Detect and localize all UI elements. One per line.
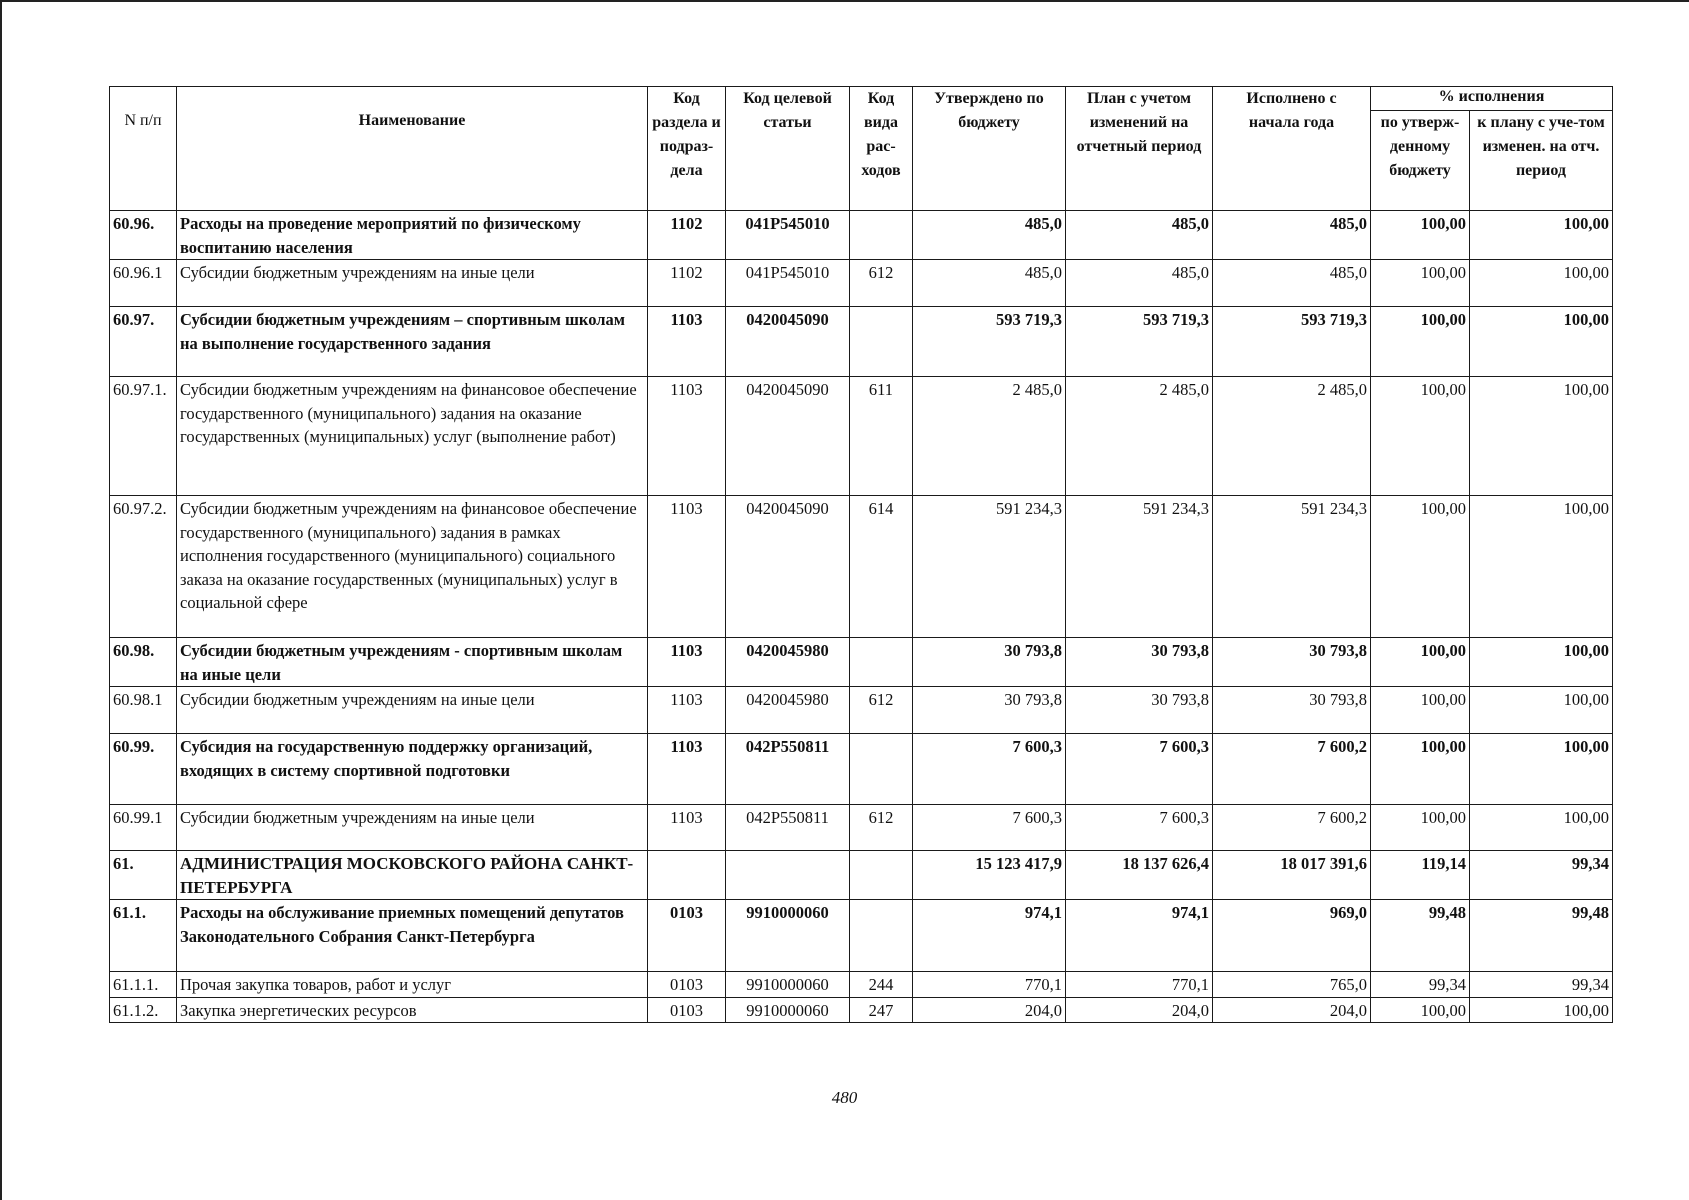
table-row xyxy=(110,496,1613,638)
row-expense-type xyxy=(850,211,913,260)
row-approved: 30 793,8 xyxy=(913,638,1066,687)
table-row xyxy=(110,997,1613,1023)
row-num: 61.1. xyxy=(110,900,177,972)
row-target-code: 042P550811 xyxy=(726,805,850,851)
row-name: Субсидии бюджетным учреждениям на иные цели xyxy=(177,805,648,851)
row-pct-approved: 100,00 xyxy=(1371,260,1470,307)
row-target-code: 0420045980 xyxy=(726,687,850,734)
header-section-code: Код раздела и подраз-дела xyxy=(648,87,726,211)
row-plan: 7 600,3 xyxy=(1066,734,1213,805)
row-pct-approved: 99,34 xyxy=(1371,972,1470,998)
row-expense-type: 612 xyxy=(850,805,913,851)
header-name: Наименование xyxy=(177,87,648,211)
row-pct-approved: 119,14 xyxy=(1371,851,1470,900)
row-plan: 485,0 xyxy=(1066,260,1213,307)
row-approved: 30 793,8 xyxy=(913,687,1066,734)
row-plan: 204,0 xyxy=(1066,997,1213,1023)
header-pct-plan: к плану с уче-том изменен. на отч. период xyxy=(1470,111,1613,211)
row-approved: 593 719,3 xyxy=(913,307,1066,377)
row-pct-plan: 100,00 xyxy=(1470,377,1613,496)
row-num: 60.98.1 xyxy=(110,687,177,734)
row-approved: 204,0 xyxy=(913,997,1066,1023)
row-executed: 30 793,8 xyxy=(1213,638,1371,687)
row-pct-approved: 100,00 xyxy=(1371,687,1470,734)
row-num: 60.97.2. xyxy=(110,496,177,638)
row-approved: 15 123 417,9 xyxy=(913,851,1066,900)
row-approved: 7 600,3 xyxy=(913,734,1066,805)
row-num: 60.99. xyxy=(110,734,177,805)
row-name: Субсидии бюджетным учреждениям на иные цели xyxy=(177,687,648,734)
row-pct-plan: 100,00 xyxy=(1470,734,1613,805)
header-row xyxy=(110,87,1613,111)
header-approved: Утверждено по бюджету xyxy=(913,87,1066,211)
row-plan: 591 234,3 xyxy=(1066,496,1213,638)
row-executed: 969,0 xyxy=(1213,900,1371,972)
row-executed: 593 719,3 xyxy=(1213,307,1371,377)
row-num: 60.99.1 xyxy=(110,805,177,851)
row-target-code: 0420045090 xyxy=(726,307,850,377)
row-section-code: 1103 xyxy=(648,496,726,638)
row-executed: 204,0 xyxy=(1213,997,1371,1023)
header-num: N п/п xyxy=(110,87,177,211)
row-pct-approved: 100,00 xyxy=(1371,805,1470,851)
table-row xyxy=(110,734,1613,805)
row-approved: 7 600,3 xyxy=(913,805,1066,851)
row-plan: 30 793,8 xyxy=(1066,638,1213,687)
row-pct-approved: 100,00 xyxy=(1371,734,1470,805)
row-pct-plan: 100,00 xyxy=(1470,307,1613,377)
row-pct-plan: 100,00 xyxy=(1470,496,1613,638)
table-row xyxy=(110,687,1613,734)
row-executed: 2 485,0 xyxy=(1213,377,1371,496)
table-row xyxy=(110,377,1613,496)
table-row xyxy=(110,638,1613,687)
row-pct-approved: 100,00 xyxy=(1371,997,1470,1023)
header-executed: Исполнено с начала года xyxy=(1213,87,1371,211)
row-num: 60.96. xyxy=(110,211,177,260)
row-name: Прочая закупка товаров, работ и услуг xyxy=(177,972,648,998)
row-target-code: 0420045980 xyxy=(726,638,850,687)
row-num: 60.97.1. xyxy=(110,377,177,496)
row-pct-approved: 100,00 xyxy=(1371,307,1470,377)
row-target-code: 9910000060 xyxy=(726,972,850,998)
row-name: Субсидии бюджетным учреждениям на иные цели xyxy=(177,260,648,307)
row-executed: 485,0 xyxy=(1213,260,1371,307)
row-approved: 485,0 xyxy=(913,211,1066,260)
row-name: Субсидии бюджетным учреждениям на финансовое обеспечение государственного (муниципального) задания на оказание государственных (муниципальных) услуг (выполнение работ) xyxy=(177,377,648,496)
row-plan: 770,1 xyxy=(1066,972,1213,998)
row-target-code: 041P545010 xyxy=(726,260,850,307)
row-section-code: 1103 xyxy=(648,805,726,851)
row-target-code: 042P550811 xyxy=(726,734,850,805)
row-section-code: 0103 xyxy=(648,997,726,1023)
row-num: 60.98. xyxy=(110,638,177,687)
header-pct-approved: по утверж-денному бюджету xyxy=(1371,111,1470,211)
row-executed: 7 600,2 xyxy=(1213,734,1371,805)
row-pct-approved: 100,00 xyxy=(1371,496,1470,638)
row-expense-type: 244 xyxy=(850,972,913,998)
row-num: 61.1.1. xyxy=(110,972,177,998)
row-pct-approved: 100,00 xyxy=(1371,377,1470,496)
row-section-code: 0103 xyxy=(648,972,726,998)
row-name: Закупка энергетических ресурсов xyxy=(177,997,648,1023)
row-section-code: 1103 xyxy=(648,734,726,805)
row-approved: 974,1 xyxy=(913,900,1066,972)
row-pct-plan: 100,00 xyxy=(1470,638,1613,687)
row-name: АДМИНИСТРАЦИЯ МОСКОВСКОГО РАЙОНА САНКТ-ПЕТЕРБУРГА xyxy=(177,851,648,900)
row-pct-approved: 99,48 xyxy=(1371,900,1470,972)
row-target-code: 9910000060 xyxy=(726,900,850,972)
row-approved: 591 234,3 xyxy=(913,496,1066,638)
row-name: Субсидии бюджетным учреждениям на финансовое обеспечение государственного (муниципального) задания в рамках исполнения государственного (муниципального) социального заказа на оказание государственных (муниципальных) услуг в социальной сфере xyxy=(177,496,648,638)
row-pct-plan: 100,00 xyxy=(1470,997,1613,1023)
row-approved: 485,0 xyxy=(913,260,1066,307)
row-pct-approved: 100,00 xyxy=(1371,638,1470,687)
table-row xyxy=(110,972,1613,998)
row-section-code: 1103 xyxy=(648,638,726,687)
row-executed: 591 234,3 xyxy=(1213,496,1371,638)
row-pct-plan: 99,34 xyxy=(1470,972,1613,998)
row-name: Субсидии бюджетным учреждениям - спортивным школам на иные цели xyxy=(177,638,648,687)
table-row xyxy=(110,805,1613,851)
row-executed: 7 600,2 xyxy=(1213,805,1371,851)
row-num: 60.97. xyxy=(110,307,177,377)
row-num: 61.1.2. xyxy=(110,997,177,1023)
row-target-code xyxy=(726,851,850,900)
row-expense-type: 612 xyxy=(850,260,913,307)
table-row xyxy=(110,307,1613,377)
row-pct-plan: 100,00 xyxy=(1470,211,1613,260)
row-section-code: 1103 xyxy=(648,307,726,377)
row-pct-approved: 100,00 xyxy=(1371,211,1470,260)
row-section-code: 1103 xyxy=(648,687,726,734)
row-name: Субсидия на государственную поддержку организаций, входящих в систему спортивной подготовки xyxy=(177,734,648,805)
row-num: 61. xyxy=(110,851,177,900)
header-expense-type: Код вида рас-ходов xyxy=(850,87,913,211)
row-expense-type xyxy=(850,307,913,377)
row-plan: 18 137 626,4 xyxy=(1066,851,1213,900)
row-expense-type xyxy=(850,900,913,972)
row-target-code: 9910000060 xyxy=(726,997,850,1023)
table-row xyxy=(110,211,1613,260)
page-number: 480 xyxy=(831,1088,858,1107)
row-section-code xyxy=(648,851,726,900)
row-plan: 974,1 xyxy=(1066,900,1213,972)
row-target-code: 0420045090 xyxy=(726,496,850,638)
row-expense-type xyxy=(850,851,913,900)
row-name: Субсидии бюджетным учреждениям – спортивным школам на выполнение государственного задания xyxy=(177,307,648,377)
row-section-code: 1102 xyxy=(648,211,726,260)
row-pct-plan: 100,00 xyxy=(1470,687,1613,734)
row-expense-type: 612 xyxy=(850,687,913,734)
row-section-code: 0103 xyxy=(648,900,726,972)
row-pct-plan: 99,34 xyxy=(1470,851,1613,900)
row-section-code: 1103 xyxy=(648,377,726,496)
row-expense-type: 247 xyxy=(850,997,913,1023)
row-num: 60.96.1 xyxy=(110,260,177,307)
row-plan: 30 793,8 xyxy=(1066,687,1213,734)
header-plan: План с учетом изменений на отчетный период xyxy=(1066,87,1213,211)
header-target-code: Код целевой статьи xyxy=(726,87,850,211)
row-pct-plan: 100,00 xyxy=(1470,805,1613,851)
row-plan: 2 485,0 xyxy=(1066,377,1213,496)
row-plan: 593 719,3 xyxy=(1066,307,1213,377)
row-name: Расходы на обслуживание приемных помещений депутатов Законодательного Собрания Санкт-Петербурга xyxy=(177,900,648,972)
row-expense-type: 614 xyxy=(850,496,913,638)
table-row xyxy=(110,260,1613,307)
row-executed: 30 793,8 xyxy=(1213,687,1371,734)
row-executed: 18 017 391,6 xyxy=(1213,851,1371,900)
row-section-code: 1102 xyxy=(648,260,726,307)
row-name: Расходы на проведение мероприятий по физическому воспитанию населения xyxy=(177,211,648,260)
table-row xyxy=(110,900,1613,972)
row-target-code: 041P545010 xyxy=(726,211,850,260)
row-approved: 770,1 xyxy=(913,972,1066,998)
row-target-code: 0420045090 xyxy=(726,377,850,496)
row-expense-type xyxy=(850,638,913,687)
row-approved: 2 485,0 xyxy=(913,377,1066,496)
row-plan: 485,0 xyxy=(1066,211,1213,260)
row-executed: 765,0 xyxy=(1213,972,1371,998)
row-expense-type xyxy=(850,734,913,805)
budget-execution-table xyxy=(109,86,1613,1023)
header-percent-group: % исполнения xyxy=(1371,87,1613,111)
row-pct-plan: 99,48 xyxy=(1470,900,1613,972)
table-row xyxy=(110,851,1613,900)
row-expense-type: 611 xyxy=(850,377,913,496)
row-executed: 485,0 xyxy=(1213,211,1371,260)
row-pct-plan: 100,00 xyxy=(1470,260,1613,307)
row-plan: 7 600,3 xyxy=(1066,805,1213,851)
